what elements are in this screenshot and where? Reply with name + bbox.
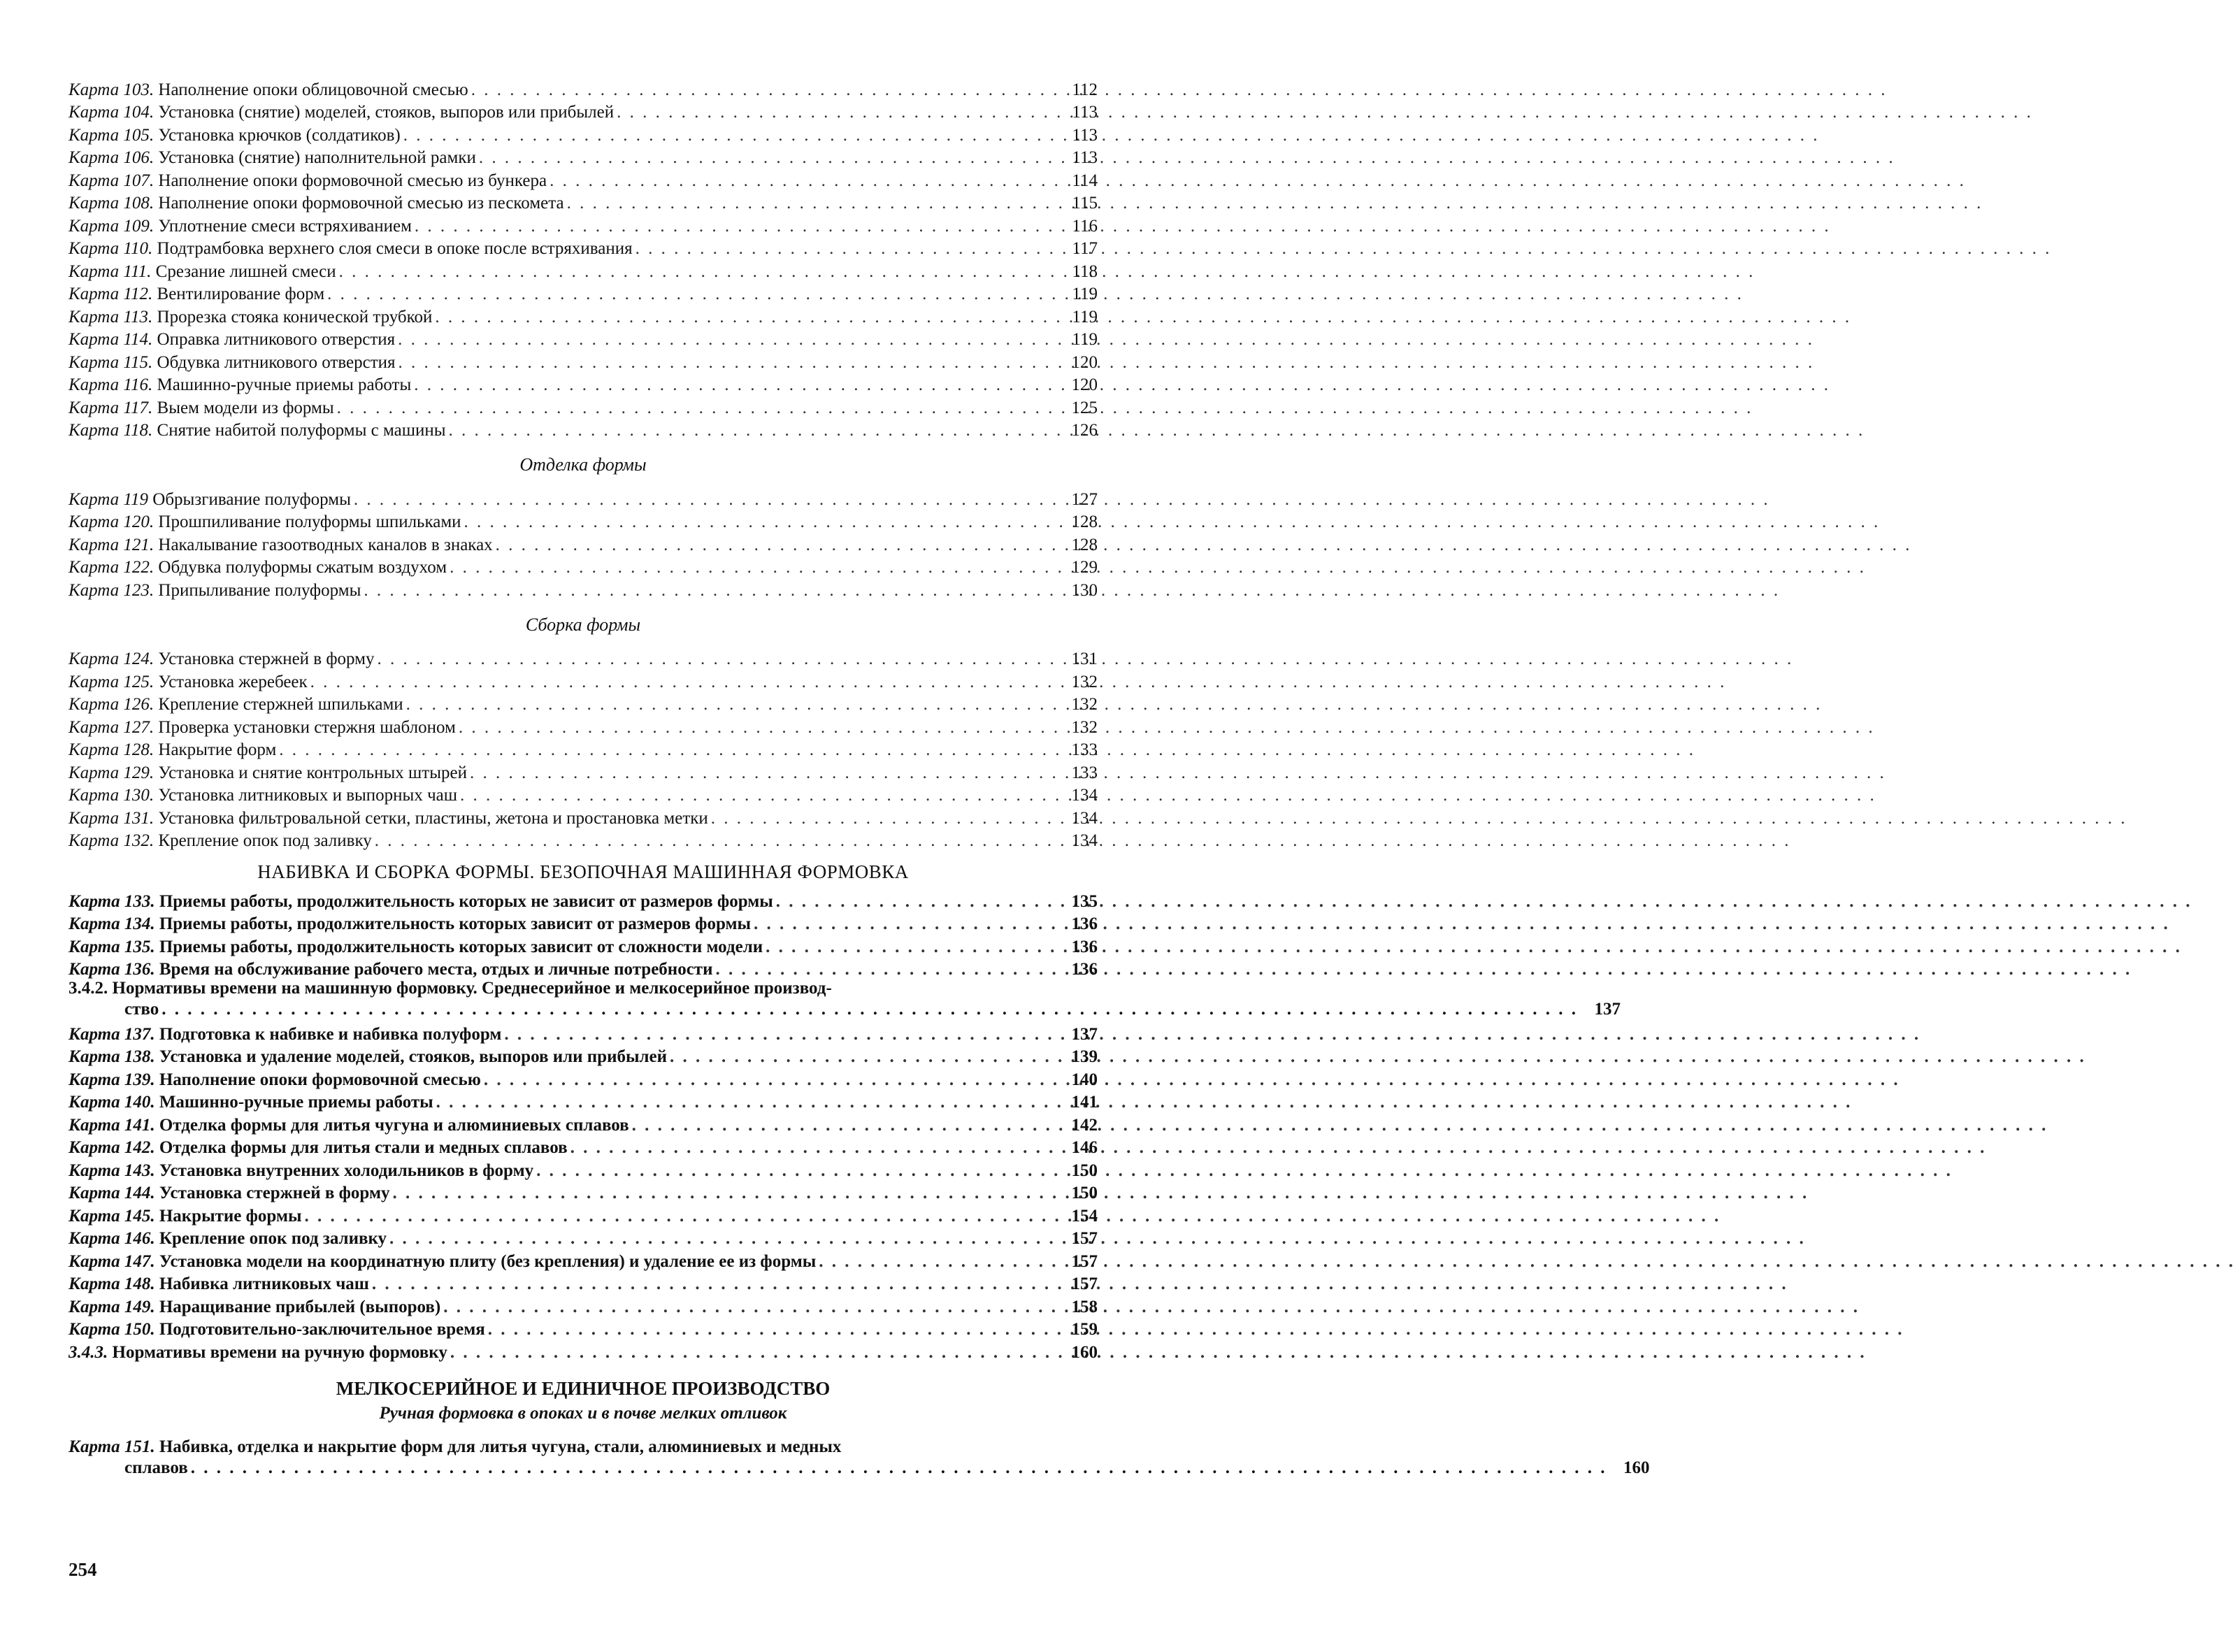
card-label: Карта 145. [69, 1206, 155, 1226]
card-label: Карта 139. [69, 1070, 155, 1089]
dot-leader [327, 285, 1050, 303]
toc-entry [69, 121, 1098, 144]
entry-title: Установка литниковых и выпорных чаш [158, 786, 458, 805]
entry-title: Оправка литникового отверстия [157, 330, 396, 349]
card-label: Карта 147. [69, 1251, 155, 1271]
entry-title: Установка внутренних холодильников в форму [159, 1161, 534, 1180]
page-ref: 150 [1071, 1161, 1098, 1180]
card-label: Карта 110. [69, 239, 153, 258]
page-ref: 118 [1072, 261, 1098, 281]
toc-entry [69, 1020, 1098, 1043]
entry-title: Приемы работы, продолжительность которых зависит от сложности модели [159, 937, 763, 956]
toc-entry [69, 554, 1098, 577]
page-ref: 113 [1072, 148, 1098, 167]
entry-title: Выем модели из формы [157, 398, 334, 417]
page-ref: 128 [1071, 512, 1098, 531]
toc-entry [69, 1179, 1098, 1202]
card-label: Карта 141. [69, 1115, 155, 1135]
page-ref: 127 [1071, 489, 1098, 509]
card-label: Карта 109. [69, 216, 155, 236]
entry-title: Наполнение опоки формовочной смесью из бункера [158, 171, 547, 190]
toc-entry [69, 417, 1098, 440]
entry-title: Подготовка к набивке и набивка полуформ [159, 1024, 502, 1044]
dot-leader [754, 915, 1050, 933]
toc-entry [69, 212, 1098, 235]
page-ref: 125 [1071, 398, 1098, 417]
toc-entry [69, 144, 1098, 167]
card-label: Карта 106. [69, 148, 155, 167]
toc-entry [69, 166, 1098, 189]
toc-entry [69, 189, 1098, 213]
dot-leader [449, 422, 1050, 439]
entry-title: Уплотнение смеси встряхиванием [158, 216, 412, 236]
entry-title: Установка стержней в форму [158, 649, 375, 668]
dot-leader [716, 961, 1051, 978]
dot-leader [617, 103, 1050, 121]
card-label: Карта 121. [69, 535, 155, 554]
entry-title: Установка модели на координатную плиту (без крепления) и удаление ее из формы [159, 1251, 817, 1271]
page-ref: 126 [1071, 421, 1098, 440]
section-subheading-manual: Ручная формовка в опоках и в почве мелких отливок [379, 1403, 787, 1423]
dot-leader [471, 81, 1050, 99]
dot-leader [460, 787, 1050, 804]
page-ref: 157 [1071, 1229, 1098, 1248]
page-ref: 131 [1071, 649, 1098, 668]
entry-title: Установка и снятие контрольных штырей [158, 763, 467, 782]
entry-title: Прорезка стояка конической трубкой [157, 307, 433, 326]
card-label: Карта 142. [69, 1138, 155, 1157]
toc-entry [69, 394, 1098, 417]
dot-leader [279, 741, 1050, 759]
toc-group-finish [69, 485, 1098, 599]
dot-leader [305, 1207, 1050, 1225]
dot-leader [496, 536, 1050, 554]
toc-page [69, 76, 1650, 1479]
section-heading-small-batch: МЕЛКОСЕРИЙНОЕ И ЕДИНИЧНОЕ ПРОИЗВОДСТВО [336, 1377, 831, 1399]
section-heading-assembly: Сборка формы [525, 614, 641, 635]
page-ref: 158 [1071, 1297, 1098, 1316]
entry-title: Отделка формы для литья стали и медных сплавов [159, 1138, 568, 1157]
toc-entry [69, 645, 1098, 668]
toc-entry [69, 759, 1098, 782]
page-ref: 119 [1072, 285, 1098, 303]
page-ref: 160 [1071, 1342, 1098, 1362]
toc-entry [69, 1156, 1098, 1179]
card-label: Карта 112. [69, 285, 153, 303]
entry-title: Машинно-ручные приемы работы [159, 1093, 433, 1112]
toc-entry [69, 1202, 1098, 1225]
page-ref: 150 [1071, 1184, 1098, 1202]
dot-leader [536, 1162, 1050, 1179]
dot-leader [161, 999, 1576, 1020]
dot-leader [310, 673, 1050, 691]
toc-entry-151 [69, 1437, 1650, 1479]
toc-entry [69, 1293, 1098, 1316]
card-label: Карта 115. [69, 352, 153, 372]
entry-title: Установка (снятие) наполнительной рамки [158, 148, 476, 167]
entry-title: Установка жеребеек [158, 672, 308, 691]
toc-entry-151-text [69, 1437, 1605, 1479]
dot-leader [670, 1048, 1050, 1065]
toc-entry [69, 1225, 1098, 1248]
dot-leader [484, 1071, 1050, 1089]
dot-leader [406, 696, 1050, 713]
toc-entry [69, 485, 1098, 508]
toc-entry [69, 1065, 1098, 1089]
entry-title: Наполнение опоки формовочной смесью [159, 1070, 481, 1089]
dot-leader [459, 719, 1050, 736]
dot-leader [354, 491, 1050, 508]
toc-entry [69, 1270, 1098, 1293]
toc-entry [69, 827, 1098, 850]
page-ref: 132 [1071, 695, 1098, 714]
page-ref: 119 [1072, 330, 1098, 349]
entry-title: Приемы работы, продолжительность которых не зависит от размеров формы [159, 891, 773, 911]
toc-entry [69, 887, 1098, 910]
toc-entry [69, 782, 1098, 805]
card-label: Карта 135. [69, 937, 155, 956]
section-number: 3.4.2. [69, 979, 108, 998]
card-label: Карта 148. [69, 1274, 155, 1293]
toc-entry [69, 326, 1098, 349]
dot-leader [372, 1275, 1050, 1293]
card-label: Карта 138. [69, 1047, 155, 1066]
toc-group-machine [69, 1020, 1098, 1361]
dot-leader [339, 263, 1050, 280]
page-ref: 128 [1071, 535, 1098, 554]
card-label: Карта 111. [69, 261, 152, 281]
card-label: Карта 140. [69, 1093, 155, 1112]
entry-title: Обдувка полуформы сжатым воздухом [158, 558, 447, 577]
toc-entry [69, 956, 1098, 979]
card-label: Карта 104. [69, 103, 155, 122]
page-ref: 157 [1071, 1274, 1098, 1293]
dot-leader [378, 650, 1051, 668]
dot-leader [450, 559, 1050, 576]
toc-entry [69, 235, 1098, 258]
entry-title: Подготовительно-заключительное время [159, 1320, 485, 1339]
card-label: Карта 150. [69, 1320, 155, 1339]
entry-title: Обрызгивание полуформы [152, 489, 351, 509]
card-label: Карта 136. [69, 960, 155, 979]
dot-leader [399, 354, 1051, 371]
card-label: Карта 114. [69, 330, 153, 349]
toc-entry [69, 691, 1098, 714]
entry-title: Установка и удаление моделей, стояков, выпоров или прибылей [159, 1047, 668, 1066]
page-ref: 137 [1071, 1024, 1098, 1044]
toc-entry [69, 1089, 1098, 1112]
card-label: Карта 108. [69, 194, 155, 213]
toc-entry [69, 804, 1098, 827]
page-ref: 160 [1623, 1458, 1650, 1477]
dot-leader [435, 308, 1050, 326]
toc-entry [69, 303, 1098, 326]
toc-entry [69, 257, 1098, 280]
card-label: Карта 126. [69, 695, 155, 714]
page-ref: 134 [1071, 831, 1098, 850]
page-ref: 146 [1071, 1138, 1098, 1157]
dot-leader [479, 149, 1050, 166]
dot-leader [392, 1184, 1050, 1202]
entry-title: Приемы работы, продолжительность которых зависит от размеров формы [159, 914, 752, 933]
toc-entry [69, 1316, 1098, 1339]
section-title-line1: Нормативы времени на машинную формовку. Среднесерийное и мелкосерийное производ- [112, 979, 832, 998]
dot-leader [443, 1298, 1050, 1316]
card-label: Карта 123. [69, 580, 155, 600]
toc-entry [69, 933, 1098, 956]
entry-title: Накалывание газоотводных каналов в знаках [158, 535, 493, 554]
toc-entry [69, 1247, 1098, 1270]
card-label: Карта 143. [69, 1161, 155, 1180]
page-ref: 133 [1071, 740, 1098, 759]
page-ref: 137 [1594, 1000, 1621, 1019]
dot-leader [436, 1093, 1050, 1111]
entry-title: Наполнение опоки облицовочной смесью [158, 80, 468, 99]
page-ref: 120 [1071, 375, 1098, 394]
entry-title: Крепление стержней шпильками [158, 695, 403, 714]
dot-leader [550, 172, 1050, 189]
card-label: Карта 117. [69, 398, 153, 417]
dot-leader [415, 217, 1050, 235]
entry-title: Наполнение опоки формовочной смесью из пескомета [158, 194, 564, 213]
page-ref: 135 [1071, 891, 1098, 911]
section-heading-finish: Отделка формы [519, 454, 647, 475]
dot-leader [375, 832, 1050, 849]
page-ref: 139 [1071, 1047, 1098, 1066]
page-ref: 140 [1071, 1070, 1098, 1089]
card-label: Карта 107. [69, 171, 155, 190]
card-label: Карта 116. [69, 375, 153, 394]
entry-title: Накрытие формы [159, 1206, 302, 1226]
entry-title: Наращивание прибылей (выпоров) [159, 1297, 441, 1316]
page-ref: 132 [1071, 717, 1098, 737]
toc-entry [69, 910, 1098, 933]
toc-entry-342-text [69, 978, 1576, 1020]
entry-title: Отделка формы для литья чугуна и алюминиевых сплавов [159, 1115, 629, 1135]
page-ref: 112 [1072, 80, 1098, 99]
card-label: Карта 124. [69, 649, 155, 668]
entry-title: Машинно-ручные приемы работы [157, 375, 412, 394]
page-ref: 159 [1071, 1320, 1098, 1339]
toc-entry [69, 1338, 1098, 1361]
section-title-line2-row [69, 999, 1576, 1020]
section-heading-flaskless: НАБИВКА И СБОРКА ФОРМЫ. БЕЗОПОЧНАЯ МАШИННАЯ ФОРМОВКА [257, 861, 909, 882]
toc-group-assembly [69, 645, 1098, 850]
page-ref: 133 [1071, 763, 1098, 782]
entry-title: Установка стержней в форму [159, 1184, 390, 1202]
entry-title: Вентилирование форм [157, 285, 325, 303]
toc-entry [69, 76, 1098, 99]
entry-title: Подтрамбовка верхнего слоя смеси в опоке после встряхивания [157, 239, 633, 258]
card-label: 3.4.3. [69, 1342, 108, 1362]
toc-entry [69, 371, 1098, 394]
page-ref: 119 [1072, 307, 1098, 326]
toc-entry [69, 668, 1098, 691]
card-label: Карта 151. [69, 1437, 155, 1456]
entry-title: Время на обслуживание рабочего места, отдых и личные потребности [159, 960, 713, 979]
toc-entry [69, 713, 1098, 736]
card-label: Карта 133. [69, 891, 155, 911]
toc-entry [69, 280, 1098, 303]
dot-leader [632, 1116, 1050, 1134]
dot-leader [470, 764, 1050, 782]
dot-leader [450, 1344, 1050, 1361]
entry-title-line2-row [69, 1458, 1605, 1479]
toc-group-flaskless [69, 887, 1098, 978]
page-ref: 136 [1071, 914, 1098, 933]
entry-title: Нормативы времени на ручную формовку [112, 1342, 447, 1362]
card-label: Карта 144. [69, 1184, 155, 1202]
toc-entry [69, 531, 1098, 554]
dot-leader [711, 810, 1050, 827]
entry-title: Прошпиливание полуформы шпильками [158, 512, 461, 531]
entry-title: Крепление опок под заливку [158, 831, 372, 850]
page-ref: 115 [1072, 194, 1098, 213]
card-label: Карта 134. [69, 914, 155, 933]
page-ref: 117 [1072, 239, 1098, 258]
page-ref: 130 [1071, 580, 1098, 600]
toc-entry-342 [69, 978, 1621, 1020]
entry-title: Припыливание полуформы [158, 580, 361, 600]
card-label: Карта 118. [69, 421, 153, 440]
entry-title: Набивка литниковых чаш [159, 1274, 369, 1293]
card-label: Карта 127. [69, 717, 155, 737]
card-label: Карта 125. [69, 672, 155, 691]
card-label: Карта 146. [69, 1229, 155, 1248]
page-ref: 120 [1071, 352, 1098, 372]
card-label: Карта 129. [69, 763, 155, 782]
card-label: Карта 132. [69, 831, 155, 850]
entry-title-line1: Набивка, отделка и накрытие форм для литья чугуна, стали, алюминиевых и медных [159, 1437, 842, 1456]
dot-leader [403, 127, 1050, 144]
dot-leader [766, 938, 1050, 956]
dot-leader [488, 1321, 1050, 1338]
card-label: Карта 128. [69, 740, 155, 759]
page-ref: 136 [1071, 960, 1098, 979]
dot-leader [570, 1139, 1050, 1156]
dot-leader [389, 1230, 1050, 1247]
toc-entry [69, 348, 1098, 371]
toc-entry [69, 508, 1098, 531]
page-ref: 142 [1071, 1115, 1098, 1135]
toc-entry [69, 1043, 1098, 1066]
toc-entry [69, 1111, 1098, 1134]
card-label: Карта 137. [69, 1024, 155, 1044]
page-ref: 141 [1071, 1093, 1098, 1112]
toc-entry [69, 99, 1098, 122]
card-label: Карта 122. [69, 558, 155, 577]
page-ref: 134 [1071, 786, 1098, 805]
card-label: Карта 119 [69, 489, 149, 509]
card-label: Карта 103. [69, 80, 155, 99]
entry-title: Проверка установки стержня шаблоном [158, 717, 456, 737]
dot-leader [776, 893, 1050, 910]
entry-title: Срезание лишней смеси [155, 261, 336, 281]
card-label: Карта 120. [69, 512, 155, 531]
entry-title: Установка крючков (солдатиков) [158, 125, 401, 145]
page-ref: 154 [1071, 1206, 1098, 1226]
entry-title: Обдувка литникового отверстия [157, 352, 396, 372]
dot-leader [191, 1458, 1605, 1479]
page-ref: 134 [1071, 808, 1098, 828]
entry-title: Установка фильтровальной сетки, пластины, жетона и простановка метки [158, 808, 708, 828]
dot-leader [636, 240, 1050, 257]
card-label: Карта 131. [69, 808, 155, 828]
dot-leader [819, 1253, 1050, 1270]
page-ref: 157 [1071, 1251, 1098, 1271]
dot-leader [337, 399, 1050, 417]
page-number: 254 [69, 1559, 97, 1580]
card-label: Карта 105. [69, 125, 155, 145]
entry-title: Крепление опок под заливку [159, 1229, 387, 1248]
dot-leader [567, 194, 1050, 212]
entry-title: Накрытие форм [158, 740, 277, 759]
dot-leader [398, 331, 1050, 348]
toc-entry [69, 736, 1098, 759]
card-label: Карта 149. [69, 1297, 155, 1316]
page-ref: 132 [1071, 672, 1098, 691]
entry-title: Установка (снятие) моделей, стояков, выпоров или прибылей [158, 103, 615, 122]
card-label: Карта 130. [69, 786, 155, 805]
page-ref: 113 [1072, 103, 1098, 122]
dot-leader [464, 513, 1050, 531]
dot-leader [504, 1026, 1050, 1043]
entry-title: Снятие набитой полуформы с машины [157, 421, 446, 440]
section-title-line2: ство [124, 1000, 159, 1019]
page-ref: 129 [1071, 558, 1098, 577]
dot-leader [364, 582, 1050, 599]
page-ref: 113 [1072, 125, 1098, 145]
card-label: Карта 113. [69, 307, 153, 326]
entry-title-line2: сплавов [124, 1458, 188, 1477]
toc-group-molding [69, 76, 1098, 439]
page-ref: 114 [1072, 171, 1098, 190]
page-ref: 136 [1071, 937, 1098, 956]
page-ref: 116 [1072, 216, 1098, 236]
toc-entry [69, 576, 1098, 599]
dot-leader [414, 376, 1050, 394]
toc-entry [69, 1134, 1098, 1157]
